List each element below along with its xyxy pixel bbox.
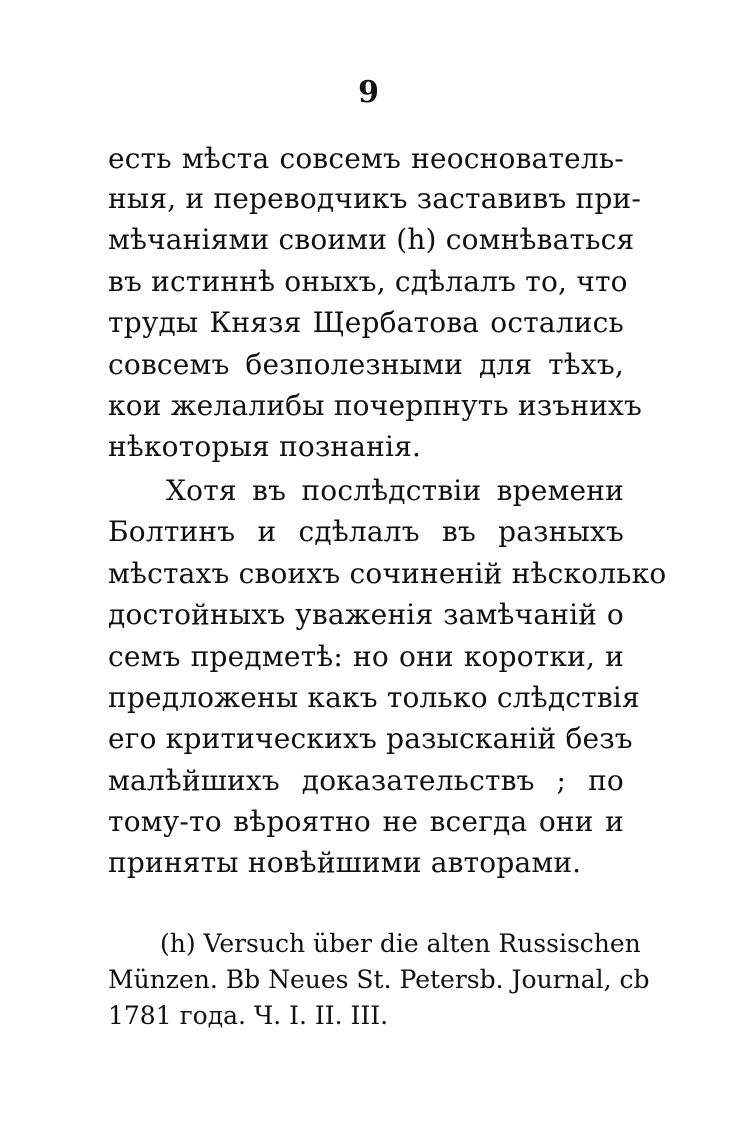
text-line: въ истиннѣ оныхъ, сдѣлалъ то, что <box>108 265 628 298</box>
text-line: предложены какъ только слѣдствія <box>108 681 640 714</box>
footnote-line: 1781 года. Ч. I. II. III. <box>108 1001 389 1030</box>
text-line: труды Князя Щербатова остались <box>108 306 624 339</box>
text-line: Хотя въ послѣдствіи времени <box>166 474 624 507</box>
text-line: кои желалибы почерпнуть изънихъ <box>108 389 643 422</box>
text-line: есть мѣста совсемъ неоснователь- <box>108 142 624 175</box>
text-line: совсемъ безполезными для тѣхъ, <box>108 348 624 381</box>
page-number: 9 <box>358 75 379 110</box>
text-line: нѣкоторыя познанія. <box>108 430 422 463</box>
text-line: мѣчаніями своими (h) сомнѣваться <box>108 223 635 256</box>
footnote-line: (h) Versuch über die alten Russischen <box>160 929 641 958</box>
footnote-line: Münzen. Bb Neues St. Petersb. Journal, cb <box>108 965 650 994</box>
text-line: приняты новѣйшими авторами. <box>108 846 582 879</box>
text-line: ныя, и переводчикъ заставивъ при- <box>108 182 641 215</box>
text-line: малѣйшихъ доказательствъ ; по <box>108 764 624 797</box>
text-line: мѣстахъ своихъ сочиненій нѣсколько <box>108 557 667 590</box>
text-line: его критическихъ разысканій безъ <box>108 722 633 755</box>
text-line: семъ предметѣ: но они коротки, и <box>108 640 624 673</box>
text-line: Болтинъ и сдѣлалъ въ разныхъ <box>108 515 624 548</box>
text-line: тому-то вѣроятно не всегда они и <box>108 805 624 838</box>
text-line: достойныхъ уваженія замѣчаній о <box>108 598 624 631</box>
